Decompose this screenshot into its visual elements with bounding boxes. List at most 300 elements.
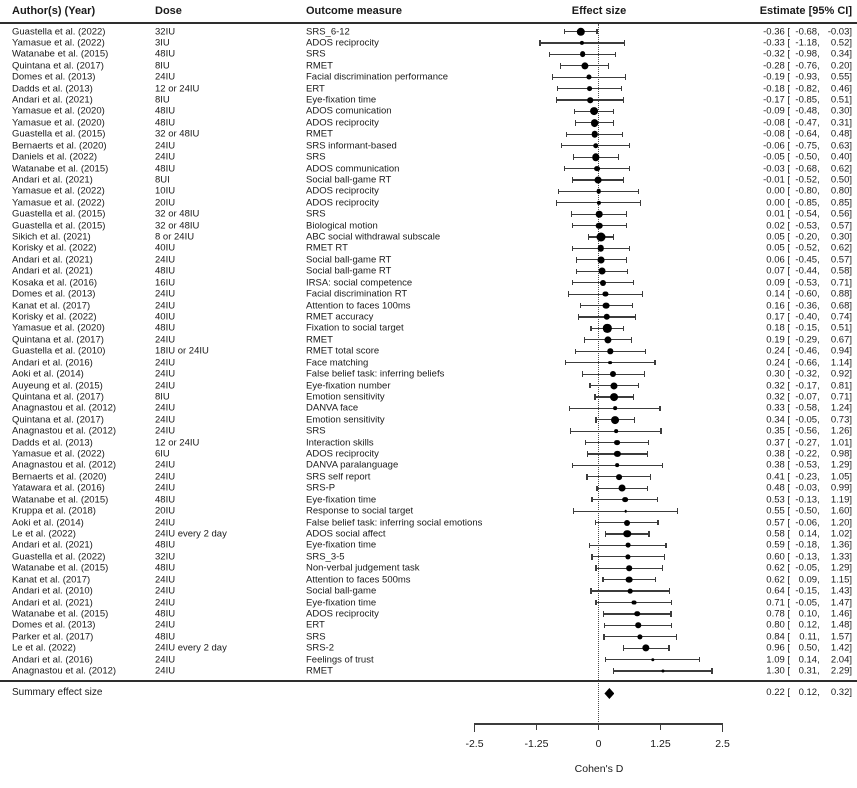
forest-row	[0, 60, 857, 71]
ci-high-value: 1.36	[830, 539, 850, 551]
ci-cap-left	[569, 406, 570, 412]
row-estimate: 0.41 [ -0.23, 1.05]	[758, 471, 852, 482]
forest-row	[0, 357, 857, 368]
row-outcome: Emotion sensitivity	[306, 414, 385, 426]
estimate-value: 0.55	[766, 505, 785, 517]
ci-cap-right	[615, 52, 616, 58]
row-author: Andari et al. (2010)	[12, 585, 93, 597]
ci-high-value: 1.02	[830, 528, 850, 540]
row-dose: 24IU	[155, 414, 176, 426]
estimate-value: 0.37	[766, 437, 785, 449]
ci-cap-left	[572, 280, 573, 286]
effect-dot	[596, 201, 600, 205]
row-dose: 24IU	[155, 574, 176, 586]
row-dose: 24IU	[155, 357, 176, 369]
row-outcome: SRS	[306, 48, 326, 60]
estimate-value: 0.62	[766, 574, 785, 586]
row-estimate: -0.01 [ -0.52, 0.50]	[758, 174, 852, 185]
forest-row	[0, 368, 857, 379]
ci-high-value: 1.29	[830, 562, 850, 574]
row-estimate: 0.17 [ -0.40, 0.74]	[758, 312, 852, 323]
ci-high-value: 0.51	[830, 94, 850, 106]
row-author: Kosaka et al. (2016)	[12, 277, 98, 289]
row-estimate: 0.62 [ -0.05, 1.29]	[758, 563, 852, 574]
row-dose: 3IU	[155, 37, 170, 49]
ci-cap-left	[557, 86, 558, 92]
ci-cap-left	[605, 531, 606, 537]
ci-cap-left	[590, 326, 591, 332]
ci-low-value: -0.05	[795, 562, 818, 574]
ci-low-value: -0.93	[795, 71, 818, 83]
ci-high-value: 1.01	[830, 437, 850, 449]
ci-high-value: 1.20	[830, 517, 850, 529]
row-outcome: ERT	[306, 619, 325, 631]
ci-cap-left	[604, 623, 605, 629]
estimate-value: 0.35	[766, 425, 785, 437]
row-dose: 20IU	[155, 505, 176, 517]
row-author: Anagnastou et al. (2012)	[12, 459, 117, 471]
row-outcome: Eye-fixation time	[306, 94, 377, 106]
row-estimate: -0.06 [ -0.75, 0.63]	[758, 140, 852, 151]
row-estimate: 0.05 [ -0.20, 0.30]	[758, 232, 852, 243]
ci-cap-right	[638, 189, 639, 195]
estimate-value: 0.59	[766, 539, 785, 551]
row-author: Watanabe et al. (2015)	[12, 608, 109, 620]
forest-row	[0, 620, 857, 631]
row-outcome: RMET	[306, 60, 333, 72]
ci-cap-right	[655, 577, 656, 583]
ci-cap-right	[677, 508, 678, 514]
row-estimate: -0.19 [ -0.93, 0.55]	[758, 72, 852, 83]
ci-low-value: -0.32	[795, 368, 818, 380]
estimate-value: -0.19	[763, 71, 785, 83]
estimate-value: 0.30	[766, 368, 785, 380]
row-outcome: SRS	[306, 631, 326, 643]
ci-cap-right	[642, 291, 643, 297]
estimate-value: 0.18	[766, 322, 785, 334]
ci-low-value: -0.45	[795, 254, 818, 266]
ci-low-value: -0.98	[795, 48, 818, 60]
forest-row	[0, 334, 857, 345]
effect-dot	[611, 382, 618, 389]
forest-row	[0, 117, 857, 128]
ci-high-value: 1.26	[830, 425, 850, 437]
estimate-value: 0.14	[766, 288, 785, 300]
estimate-value: 1.30	[766, 665, 785, 677]
ci-low-value: -0.48	[795, 105, 818, 117]
ci-high-value: 0.30	[830, 231, 850, 243]
estimate-value: 0.38	[766, 459, 785, 471]
forest-row	[0, 517, 857, 528]
row-estimate: 0.14 [ -0.60, 0.88]	[758, 289, 852, 300]
ci-cap-left	[573, 154, 574, 160]
ci-high-value: 1.29	[830, 459, 850, 471]
row-dose: 8IU	[155, 391, 170, 403]
ci-cap-right	[654, 360, 655, 366]
ci-cap-left	[589, 543, 590, 549]
row-author: Andari et al. (2016)	[12, 654, 93, 666]
forest-row	[0, 574, 857, 585]
row-outcome: Social ball-game RT	[306, 265, 392, 277]
row-dose: 18IU or 24IU	[155, 345, 209, 357]
ci-cap-right	[613, 109, 614, 115]
row-estimate: -0.32 [ -0.98, 0.34]	[758, 49, 852, 60]
row-dose: 40IU	[155, 311, 176, 323]
column-header-author: Author(s) (Year)	[12, 5, 96, 17]
forest-row	[0, 380, 857, 391]
ci-cap-right	[648, 531, 649, 537]
row-estimate: 0.19 [ -0.29, 0.67]	[758, 334, 852, 345]
x-axis-tick-label: -1.25	[524, 738, 549, 750]
row-estimate: 0.06 [ -0.45, 0.57]	[758, 254, 852, 265]
row-outcome: IRSA: social competence	[306, 277, 413, 289]
row-author: Watanabe et al. (2015)	[12, 48, 109, 60]
ci-cap-right	[650, 474, 651, 480]
ci-cap-left	[585, 440, 586, 446]
effect-dot	[592, 153, 599, 160]
ci-cap-right	[621, 86, 622, 92]
estimate-value: 0.05	[766, 242, 785, 254]
forest-row	[0, 163, 857, 174]
effect-dot	[591, 131, 598, 138]
row-outcome: RMET RT	[306, 242, 348, 254]
row-dose: 24IU	[155, 288, 176, 300]
effect-dot	[596, 233, 605, 242]
row-estimate: 0.80 [ 0.12, 1.48]	[758, 620, 852, 631]
forest-row	[0, 505, 857, 516]
ci-cap-left	[566, 132, 567, 138]
row-author: Dadds et al. (2013)	[12, 83, 93, 95]
ci-high-value: 0.52	[830, 37, 850, 49]
row-estimate: 0.02 [ -0.53, 0.57]	[758, 220, 852, 231]
row-estimate: -0.18 [ -0.82, 0.46]	[758, 83, 852, 94]
effect-dot	[614, 451, 620, 457]
ci-high-value: 1.43	[830, 585, 850, 597]
row-outcome: Attention to faces 500ms	[306, 574, 411, 586]
ci-low-value: -0.53	[795, 277, 818, 289]
ci-cap-right	[647, 486, 648, 492]
row-dose: 24IU	[155, 654, 176, 666]
forest-row	[0, 174, 857, 185]
x-axis-tick-label: -2.5	[465, 738, 484, 750]
summary-ci-low: 0.12	[798, 687, 818, 698]
ci-high-value: 1.14	[830, 357, 850, 369]
ci-cap-right	[623, 177, 624, 183]
ci-cap-left	[575, 349, 576, 355]
row-estimate: 0.33 [ -0.58, 1.24]	[758, 403, 852, 414]
effect-dot	[608, 361, 612, 365]
ci-high-value: 0.80	[830, 185, 850, 197]
row-estimate: 1.30 [ 0.31, 2.29]	[758, 666, 852, 677]
forest-row	[0, 448, 857, 459]
row-author: Watanabe et al. (2015)	[12, 562, 109, 574]
ci-high-value: 1.19	[830, 494, 850, 506]
ci-high-value: 1.24	[830, 402, 850, 414]
estimate-value: 0.00	[766, 197, 785, 209]
forest-row	[0, 220, 857, 231]
forest-row	[0, 654, 857, 665]
ci-low-value: -0.20	[795, 231, 818, 243]
row-dose: 32IU	[155, 551, 176, 563]
effect-dot	[581, 62, 588, 69]
ci-low-value: -0.53	[795, 459, 818, 471]
ci-cap-left	[623, 645, 624, 651]
row-outcome: ADOS reciprocity	[306, 197, 379, 209]
estimate-value: -0.28	[763, 60, 785, 72]
forest-row	[0, 563, 857, 574]
row-outcome: ADOS reciprocity	[306, 37, 379, 49]
row-outcome: Response to social target	[306, 505, 414, 517]
forest-row	[0, 323, 857, 334]
estimate-value: -0.03	[763, 163, 785, 175]
estimate-value: 0.33	[766, 402, 785, 414]
ci-high-value: 0.74	[830, 311, 850, 323]
ci-high-value: 0.20	[830, 60, 850, 72]
row-dose: 24IU	[155, 380, 176, 392]
forest-row	[0, 140, 857, 151]
ci-low-value: -0.46	[795, 345, 818, 357]
ci-low-value: 0.09	[798, 574, 818, 586]
ci-cap-left	[570, 428, 571, 434]
estimate-value: 0.32	[766, 391, 785, 403]
ci-cap-left	[565, 360, 566, 366]
ci-low-value: -1.18	[795, 37, 818, 49]
ci-high-value: -0.03	[827, 26, 850, 37]
ci-low-value: -0.52	[795, 174, 818, 186]
estimate-value: 0.32	[766, 380, 785, 392]
row-estimate: 0.37 [ -0.27, 1.01]	[758, 437, 852, 448]
row-outcome: DANVA face	[306, 402, 359, 414]
ci-high-value: 1.48	[830, 619, 850, 631]
effect-dot	[595, 177, 602, 184]
ci-low-value: -0.29	[795, 334, 818, 346]
ci-low-value: -0.03	[795, 482, 818, 494]
effect-dot	[626, 554, 631, 559]
estimate-value: 0.01	[766, 208, 785, 220]
row-estimate: -0.33 [ -1.18, 0.52]	[758, 37, 852, 48]
forest-row	[0, 631, 857, 642]
row-outcome: SRS-P	[306, 482, 336, 494]
row-estimate: 0.84 [ 0.11, 1.57]	[758, 631, 852, 642]
estimate-value: 0.24	[766, 357, 785, 369]
row-outcome: Non-verbal judgement task	[306, 562, 420, 574]
ci-high-value: 2.04	[830, 654, 850, 666]
effect-dot	[619, 485, 626, 492]
ci-high-value: 0.51	[830, 322, 850, 334]
ci-cap-left	[594, 394, 595, 400]
row-dose: 24IU	[155, 471, 176, 483]
row-dose: 24IU	[155, 597, 176, 608]
row-dose: 48IU	[155, 608, 176, 620]
row-author: Yamasue et al. (2022)	[12, 448, 105, 460]
effect-dot	[624, 510, 627, 513]
ci-cap-right	[613, 234, 614, 240]
ci-cap-right	[622, 132, 623, 138]
estimate-value: 0.48	[766, 482, 785, 494]
ci-low-value: 0.50	[798, 642, 818, 654]
row-dose: 24IU	[155, 140, 176, 152]
ci-high-value: 0.67	[830, 334, 850, 346]
ci-high-value: 1.60	[830, 505, 850, 517]
row-outcome: ERT	[306, 83, 325, 95]
ci-high-value: 0.62	[830, 242, 850, 254]
ci-high-value: 0.68	[830, 300, 850, 312]
ci-high-value: 1.57	[830, 631, 850, 643]
ci-low-value: -0.54	[795, 208, 818, 220]
ci-cap-right	[627, 269, 628, 275]
effect-dot	[642, 645, 649, 652]
ci-cap-right	[631, 337, 632, 343]
ci-cap-right	[626, 211, 627, 217]
row-author: Watanabe et al. (2015)	[12, 494, 109, 506]
row-author: Sikich et al. (2021)	[12, 231, 91, 243]
row-estimate: 0.09 [ -0.53, 0.71]	[758, 277, 852, 288]
forest-row	[0, 231, 857, 242]
forest-row	[0, 277, 857, 288]
row-estimate: 0.01 [ -0.54, 0.56]	[758, 209, 852, 220]
effect-dot	[591, 119, 599, 127]
effect-dot	[610, 371, 616, 377]
row-outcome: Fixation to social target	[306, 322, 404, 334]
ci-low-value: -0.13	[795, 551, 818, 563]
row-outcome: False belief task: inferring social emotions	[306, 517, 483, 529]
row-estimate: 0.30 [ -0.32, 0.92]	[758, 369, 852, 380]
row-author: Quintana et al. (2017)	[12, 391, 104, 403]
ci-low-value: -0.85	[795, 94, 818, 106]
row-outcome: DANVA paralanguage	[306, 459, 399, 471]
forest-row	[0, 71, 857, 82]
row-outcome: Facial discrimination RT	[306, 288, 408, 300]
row-outcome: SRS informant-based	[306, 140, 397, 152]
effect-dot	[610, 393, 618, 401]
ci-cap-right	[618, 154, 619, 160]
row-outcome: RMET	[306, 128, 333, 140]
effect-dot	[596, 222, 603, 229]
ci-cap-left	[589, 383, 590, 389]
row-author: Yamasue et al. (2022)	[12, 197, 105, 209]
estimate-value: 0.57	[766, 517, 785, 529]
row-dose: 24IU	[155, 402, 176, 414]
forest-row	[0, 391, 857, 402]
ci-cap-right	[671, 600, 672, 606]
estimate-value: 0.17	[766, 311, 785, 323]
row-estimate: 0.78 [ 0.10, 1.46]	[758, 608, 852, 619]
ci-low-value: 0.14	[798, 654, 818, 666]
row-estimate: 0.60 [ -0.13, 1.33]	[758, 551, 852, 562]
row-dose: 24IU every 2 day	[155, 642, 227, 654]
estimate-value: 0.62	[766, 562, 785, 574]
row-author: Guastella et al. (2015)	[12, 208, 106, 220]
ci-high-value: 0.30	[830, 105, 850, 117]
ci-low-value: -0.66	[795, 357, 818, 369]
ci-cap-left	[572, 223, 573, 229]
row-outcome: RMET accuracy	[306, 311, 374, 323]
ci-cap-left	[568, 291, 569, 297]
ci-cap-left	[580, 303, 581, 309]
forest-row	[0, 209, 857, 220]
ci-high-value: 0.99	[830, 482, 850, 494]
row-author: Quintana et al. (2017)	[12, 60, 104, 72]
ci-high-value: 0.92	[830, 368, 850, 380]
ci-cap-left	[564, 29, 565, 35]
row-dose: 12 or 24IU	[155, 83, 200, 95]
ci-cap-left	[552, 74, 553, 80]
estimate-value: 0.58	[766, 528, 785, 540]
estimate-value: 0.09	[766, 277, 785, 289]
ci-low-value: -0.76	[795, 60, 818, 72]
estimate-value: 0.19	[766, 334, 785, 346]
estimate-value: 0.60	[766, 551, 785, 563]
estimate-value: 0.05	[766, 231, 785, 243]
row-outcome: ADOS reciprocity	[306, 448, 379, 460]
row-outcome: Emotion sensitivity	[306, 391, 385, 403]
ci-high-value: 0.81	[830, 380, 850, 392]
effect-dot	[604, 336, 611, 343]
row-author: Kanat et al. (2017)	[12, 300, 91, 312]
ci-cap-left	[595, 520, 596, 526]
ci-cap-right	[608, 63, 609, 69]
estimate-value: -0.36	[763, 26, 785, 37]
ci-low-value: -0.80	[795, 185, 818, 197]
row-dose: 32 or 48IU	[155, 208, 200, 220]
row-outcome: Eye-fixation number	[306, 380, 391, 392]
ci-low-value: -0.17	[795, 380, 818, 392]
ci-cap-right	[668, 645, 669, 651]
row-dose: 24IU	[155, 482, 176, 494]
estimate-value: -0.17	[763, 94, 785, 106]
row-author: Quintana et al. (2017)	[12, 334, 104, 346]
ci-high-value: 0.71	[830, 391, 850, 403]
ci-cap-left	[595, 565, 596, 571]
ci-low-value: -0.06	[795, 517, 818, 529]
effect-dot	[624, 520, 630, 526]
effect-dot	[596, 211, 603, 218]
row-dose: 24IU	[155, 585, 176, 597]
ci-cap-left	[572, 177, 573, 183]
ci-cap-right	[659, 406, 660, 412]
row-dose: 24IU every 2 day	[155, 528, 227, 540]
ci-cap-left	[586, 474, 587, 480]
row-outcome: False belief task: inferring beliefs	[306, 368, 445, 380]
effect-dot	[600, 280, 606, 286]
ci-low-value: -0.18	[795, 539, 818, 551]
row-author: Yamasue et al. (2020)	[12, 105, 105, 117]
ci-cap-left	[560, 63, 561, 69]
column-header-estimate: Estimate [95% CI]	[759, 5, 852, 17]
effect-dot	[604, 314, 610, 320]
x-axis-tick	[660, 723, 662, 730]
ci-low-value: -0.82	[795, 83, 818, 95]
ci-cap-left	[603, 611, 604, 617]
row-outcome: ADOS comunication	[306, 105, 392, 117]
ci-low-value: -0.50	[795, 505, 818, 517]
ci-high-value: 0.98	[830, 448, 850, 460]
row-estimate: 0.58 [ 0.14, 1.02]	[758, 528, 852, 539]
ci-cap-left	[603, 634, 604, 640]
estimate-value: 0.24	[766, 345, 785, 357]
effect-dot	[631, 600, 636, 605]
row-estimate: 0.32 [ -0.17, 0.81]	[758, 380, 852, 391]
row-dose: 48IU	[155, 539, 176, 551]
forest-row	[0, 49, 857, 60]
ci-high-value: 0.46	[830, 83, 850, 95]
row-outcome: ABC social withdrawal subscale	[306, 231, 441, 243]
row-author: Watanabe et al. (2015)	[12, 163, 109, 175]
ci-high-value: 0.48	[830, 128, 850, 140]
ci-cap-left	[572, 246, 573, 252]
ci-cap-left	[590, 588, 591, 594]
row-estimate: 0.38 [ -0.22, 0.98]	[758, 449, 852, 460]
